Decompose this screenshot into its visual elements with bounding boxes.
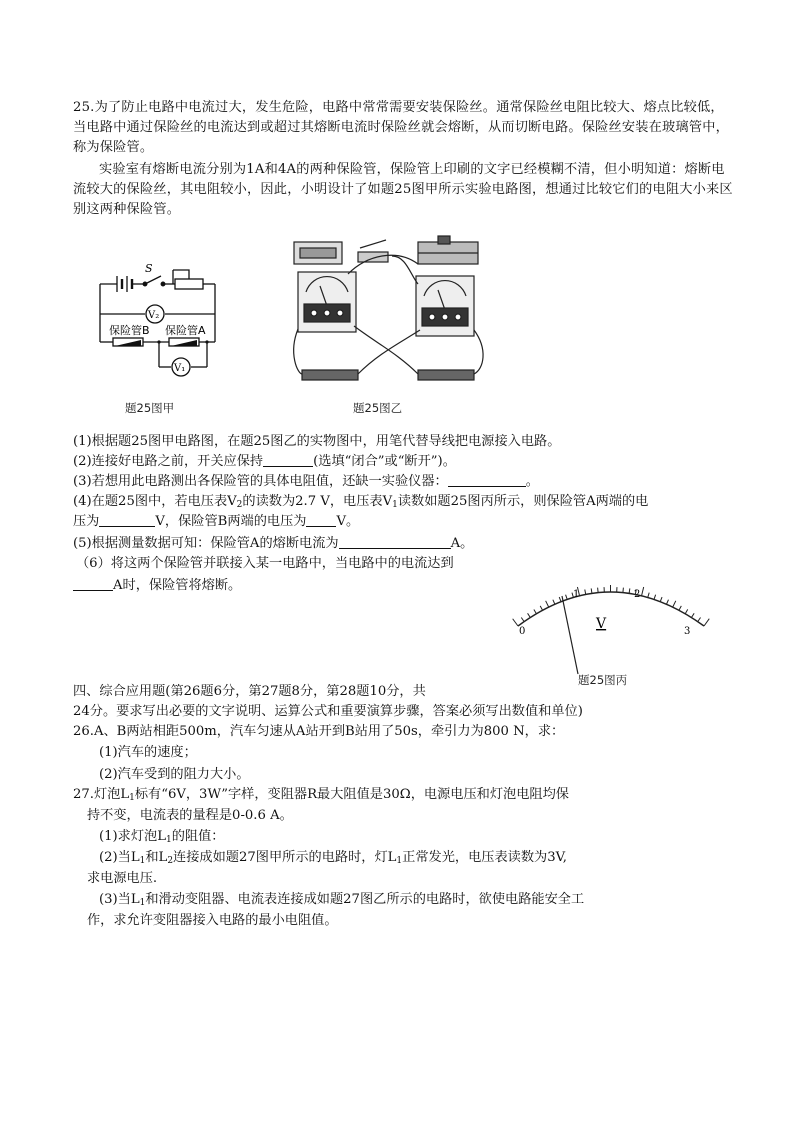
q25-sub5-text-b: A。 bbox=[450, 536, 474, 551]
dial-tick bbox=[521, 618, 524, 622]
dial-tick bbox=[648, 593, 649, 598]
q25-sub2-text-a: (2)连接好电路之前，开关应保持 bbox=[73, 454, 264, 469]
q25-sub3-text-b: 。 bbox=[525, 474, 539, 489]
tick-label-3: 3 bbox=[684, 626, 691, 637]
v2-label: V₂ bbox=[148, 310, 160, 321]
dial-tick bbox=[534, 609, 537, 613]
q27-p3-text-a: (3)当L bbox=[99, 892, 140, 907]
q27-p3-sub: 1 bbox=[139, 898, 146, 908]
switch-label: S bbox=[145, 262, 153, 275]
dial-tick bbox=[553, 600, 555, 605]
q25-intro-paragraph-2: 实验室有熔断电流分别为1A和4A的两种保险管，保险管上印刷的文字已经模糊不清，但小明知道：熔断电流较大的保险丝，其电阻较小，因此，小明设计了如题25图甲所示实验电路图，想通过比较它们的电阻大小来区别这两种保险管。 bbox=[73, 162, 733, 217]
q25-sub4-blank-b[interactable] bbox=[306, 512, 336, 527]
q25-sub4-text-e: V，保险管B两端的电压为 bbox=[155, 514, 307, 529]
dial-tick bbox=[629, 588, 630, 593]
q25-sub2-blank[interactable] bbox=[263, 452, 313, 467]
q27-p3-text-b: 和滑动变阻器、电流表连接成如题27图乙所示的电路时，欲使电路能安全工 bbox=[145, 892, 585, 907]
dial-tick bbox=[546, 601, 549, 607]
dial-tick bbox=[673, 601, 676, 607]
dial-tick bbox=[528, 613, 531, 617]
voltmeter-unit: V bbox=[596, 616, 607, 632]
q25-sub4-sub-2: 2 bbox=[236, 500, 243, 510]
q25-sub4-sub-1: 1 bbox=[392, 500, 398, 510]
dial-tick bbox=[691, 613, 694, 617]
voltmeter-pointer bbox=[562, 596, 578, 674]
q27-p1-text-b: 的阻值： bbox=[171, 829, 225, 844]
figure-25-yi-caption: 题25图乙 bbox=[353, 401, 403, 415]
dial-tick bbox=[540, 606, 542, 610]
q26-stem: 26.A、B两站相距500m，汽车匀速从A站开到B站用了50s，牵引力为800 N，求： bbox=[73, 724, 565, 739]
q25-sub4-text-c: 读数如题25图丙所示，则保险管A两端的电 bbox=[397, 494, 649, 509]
q27-part2-line2: 求电源电压. bbox=[87, 871, 158, 886]
dial-tick bbox=[642, 587, 644, 596]
figure-25-bing-voltmeter bbox=[500, 566, 720, 676]
dial-tick bbox=[566, 595, 568, 600]
q25-sub4-text-a: (4)在题25图中，若电压表V bbox=[73, 494, 237, 509]
tick-label-2: 2 bbox=[634, 589, 641, 600]
figure-25-yi-apparatus bbox=[288, 234, 498, 394]
q27-part2-line1 bbox=[73, 848, 567, 871]
figure-25-jia-circuit bbox=[95, 262, 225, 382]
q25-sub4-text-b: 的读数为2.7 V，电压表V bbox=[242, 494, 393, 509]
q25-sub2 bbox=[73, 452, 456, 472]
q25-sub4-text-f: V。 bbox=[336, 514, 360, 529]
figure-25-bing-caption: 题25图丙 bbox=[578, 673, 628, 687]
q27-p2-text-a: (2)当L bbox=[99, 850, 140, 865]
section4-heading-line1: 四、综合应用题(第26题6分，第27题8分，第28题10分，共 bbox=[73, 684, 426, 699]
figure-25-jia-caption: 题25图甲 bbox=[125, 401, 175, 415]
q25-sub6-blank[interactable] bbox=[73, 576, 113, 591]
q26-part2: (2)汽车受到的阻力大小。 bbox=[99, 767, 250, 782]
v1-label: V₁ bbox=[174, 363, 186, 374]
dial-tick bbox=[585, 590, 586, 595]
q27-p1-sub: 1 bbox=[166, 835, 172, 845]
q27-part3-line1 bbox=[73, 890, 584, 913]
q27-p2-text-b: 和L bbox=[145, 850, 168, 865]
q25-sub6-line1: （6）将这两个保险管并联接入某一电路中，当电路中的电流达到 bbox=[76, 556, 454, 571]
dial-tick bbox=[679, 606, 681, 610]
q27-part1 bbox=[73, 827, 224, 850]
q27-p2-sub1: 1 bbox=[139, 856, 146, 866]
dial-tick bbox=[513, 619, 518, 626]
q25-sub4-line2 bbox=[73, 512, 359, 532]
dial-tick bbox=[591, 588, 592, 593]
q27-p1-text-a: (1)求灯泡L bbox=[99, 829, 166, 844]
q25-sub3 bbox=[73, 472, 539, 492]
q27-stem-text-b: 标有“6V，3W”字样，变阻器R最大阻值是30Ω，电源电压和灯泡电阻均保 bbox=[134, 787, 569, 802]
tick-label-1: 1 bbox=[573, 589, 580, 600]
dial-tick bbox=[666, 600, 668, 605]
q27-p2-text-c: 连接成如题27图甲所示的电路时，灯L bbox=[173, 850, 397, 865]
tick-label-0: 0 bbox=[519, 626, 526, 637]
q25-sub3-blank[interactable] bbox=[448, 472, 526, 487]
q27-p2-sub2: 2 bbox=[167, 856, 174, 866]
q25-sub5 bbox=[73, 534, 473, 554]
q25-sub1: (1)根据题25图甲电路图，在题25图乙的实物图中，用笔代替导线把电源接入电路。 bbox=[73, 434, 561, 449]
section4-heading-line2: 24分。要求写出必要的文字说明、运算公式和重要演算步骤，答案必须写出数值和单位) bbox=[73, 704, 583, 719]
dial-tick bbox=[685, 609, 688, 613]
q25-sub5-text-a: (5)根据测量数据可知：保险管A的熔断电流为 bbox=[73, 536, 339, 551]
q27-part3-line2: 作，求允许变阻器接入电路的最小电阻值。 bbox=[87, 913, 338, 928]
q27-stem-text-a: 27.灯泡L bbox=[73, 787, 130, 802]
q25-sub5-blank[interactable] bbox=[339, 534, 451, 549]
q25-sub4-text-d: 压为 bbox=[73, 514, 100, 529]
q27-stem-line2: 持不变，电流表的量程是0-0.6 A。 bbox=[87, 808, 293, 823]
dial-tick bbox=[698, 617, 701, 621]
q25-sub6-line2 bbox=[73, 576, 241, 596]
q27-p2-sub3: 1 bbox=[396, 856, 403, 866]
q25-sub6-text-b: A时，保险管将熔断。 bbox=[113, 578, 242, 593]
q26-part1: (1)汽车的速度； bbox=[99, 745, 197, 760]
dial-tick bbox=[704, 619, 709, 626]
q25-sub3-text-a: (3)若想用此电路测出各保险管的具体电阻值，还缺一实验仪器： bbox=[73, 474, 448, 489]
q27-stem-line1 bbox=[73, 785, 569, 808]
q27-stem-sub: 1 bbox=[129, 793, 135, 803]
dial-tick bbox=[660, 597, 662, 602]
dial-tick bbox=[654, 595, 656, 600]
fuse-b-label: 保险管B bbox=[109, 324, 150, 337]
q25-intro-paragraph-1: 25.为了防止电路中电流过大，发生危险，电路中常常需要安装保险丝。通常保险丝电阻比较大、熔点比较低，当电路中通过保险丝的电流达到或超过其熔断电流时保险丝就会熔断，从而切断电路。保险丝安装在玻璃管中，称为保险管。 bbox=[73, 100, 729, 155]
q27-p2-text-d: 正常发光，电压表读数为3V, bbox=[402, 850, 568, 865]
fuse-a-label: 保险管A bbox=[165, 324, 206, 337]
q25-sub2-text-b: (选填“闭合”或“断开”)。 bbox=[313, 454, 456, 469]
q25-sub4-blank-a[interactable] bbox=[99, 512, 155, 527]
dial-tick bbox=[559, 597, 561, 602]
